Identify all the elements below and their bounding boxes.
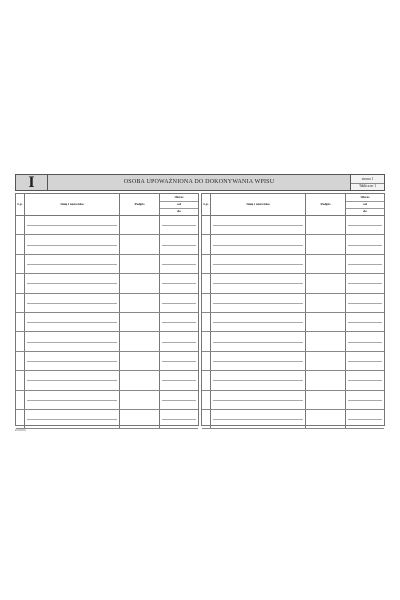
column-lp: Lp. — [202, 194, 211, 215]
table-row — [16, 410, 198, 429]
name-cell — [211, 332, 306, 350]
name-cell — [211, 313, 306, 331]
period-cell — [346, 216, 384, 234]
table-rows — [16, 216, 198, 429]
signature-cell — [306, 274, 346, 292]
lp-cell — [16, 371, 25, 389]
name-cell — [25, 216, 120, 234]
period-to-label: do — [363, 209, 367, 213]
period-cell — [346, 274, 384, 292]
period-cell — [346, 352, 384, 370]
period-cell — [160, 391, 198, 409]
table-row — [202, 216, 384, 235]
signature-cell — [306, 391, 346, 409]
footer-note: ES0000 — [15, 428, 26, 432]
period-cell — [160, 410, 198, 428]
column-name: Imię i nazwisko — [25, 194, 120, 215]
table-row — [202, 352, 384, 371]
name-cell — [211, 255, 306, 273]
signature-cell — [306, 352, 346, 370]
column-period — [346, 194, 384, 215]
table-row — [202, 274, 384, 293]
table-right — [201, 193, 385, 426]
table-row — [202, 410, 384, 429]
name-cell — [25, 235, 120, 253]
column-name: Imię i nazwisko — [211, 194, 306, 215]
period-cell — [160, 235, 198, 253]
signature-cell — [306, 332, 346, 350]
signature-cell — [120, 313, 160, 331]
period-cell — [160, 313, 198, 331]
table-left — [15, 193, 199, 426]
table-row — [16, 332, 198, 351]
period-cell — [160, 216, 198, 234]
lp-cell — [16, 313, 25, 331]
signature-cell — [306, 313, 346, 331]
lp-cell — [202, 235, 211, 253]
column-signature: Podpis — [120, 194, 160, 215]
column-signature: Podpis — [306, 194, 346, 215]
signature-cell — [120, 274, 160, 292]
page-number-label: strona 1 — [351, 176, 384, 184]
lp-cell — [202, 352, 211, 370]
lp-cell — [16, 332, 25, 350]
lp-cell — [202, 313, 211, 331]
table-row — [202, 391, 384, 410]
signature-cell — [120, 352, 160, 370]
table-row — [202, 255, 384, 274]
period-label: Okres — [160, 194, 198, 202]
name-cell — [25, 274, 120, 292]
name-cell — [211, 391, 306, 409]
signature-cell — [120, 294, 160, 312]
signature-cell — [120, 410, 160, 428]
period-cell — [346, 313, 384, 331]
table-row — [16, 255, 198, 274]
name-cell — [25, 313, 120, 331]
name-cell — [25, 332, 120, 350]
lp-cell — [16, 352, 25, 370]
table-row — [16, 352, 198, 371]
name-cell — [211, 235, 306, 253]
lp-cell — [16, 274, 25, 292]
table-row — [16, 313, 198, 332]
name-cell — [25, 410, 120, 428]
period-cell — [160, 332, 198, 350]
period-cell — [160, 274, 198, 292]
lp-cell — [16, 235, 25, 253]
period-cell — [160, 371, 198, 389]
signature-cell — [306, 216, 346, 234]
table-row — [202, 313, 384, 332]
period-cell — [346, 410, 384, 428]
name-cell — [211, 352, 306, 370]
column-lp: Lp. — [16, 194, 25, 215]
period-from-label: od — [346, 201, 384, 209]
period-from-label: od — [160, 201, 198, 209]
lp-cell — [16, 216, 25, 234]
signature-cell — [306, 371, 346, 389]
lp-cell — [16, 410, 25, 428]
signature-cell — [120, 255, 160, 273]
lp-cell — [202, 410, 211, 428]
lp-cell — [202, 274, 211, 292]
table-row — [16, 274, 198, 293]
name-cell — [211, 294, 306, 312]
table-row — [16, 294, 198, 313]
period-cell — [346, 255, 384, 273]
column-period — [160, 194, 198, 215]
section-number: I — [16, 175, 48, 190]
period-label: Okres — [346, 194, 384, 202]
period-cell — [346, 235, 384, 253]
signature-cell — [306, 294, 346, 312]
table-row — [16, 235, 198, 254]
period-cell — [160, 352, 198, 370]
name-cell — [25, 391, 120, 409]
period-cell — [346, 294, 384, 312]
period-cell — [346, 371, 384, 389]
period-cell — [160, 294, 198, 312]
name-cell — [25, 352, 120, 370]
table-row — [16, 216, 198, 235]
name-cell — [25, 294, 120, 312]
name-cell — [25, 255, 120, 273]
table-row — [202, 294, 384, 313]
table-number-label: Tablica nr 1 — [358, 184, 377, 188]
lp-cell — [16, 294, 25, 312]
form-header — [15, 174, 385, 191]
lp-cell — [202, 332, 211, 350]
lp-cell — [202, 216, 211, 234]
period-cell — [346, 391, 384, 409]
period-to-label: do — [177, 209, 181, 213]
name-cell — [211, 274, 306, 292]
signature-cell — [120, 235, 160, 253]
registry-form — [15, 174, 385, 426]
signature-cell — [306, 410, 346, 428]
table-row — [202, 371, 384, 390]
name-cell — [211, 371, 306, 389]
table-rows — [202, 216, 384, 429]
table-row — [202, 235, 384, 254]
name-cell — [211, 216, 306, 234]
lp-cell — [16, 391, 25, 409]
signature-cell — [120, 371, 160, 389]
table-row — [16, 371, 198, 390]
form-title: OSOBA UPOWAŻNIONA DO DOKONYWANIA WPISU — [123, 179, 275, 185]
name-cell — [211, 410, 306, 428]
name-cell — [25, 371, 120, 389]
period-cell — [346, 332, 384, 350]
lp-cell — [202, 371, 211, 389]
signature-cell — [120, 216, 160, 234]
lp-cell — [202, 255, 211, 273]
lp-cell — [16, 255, 25, 273]
signature-cell — [306, 235, 346, 253]
signature-cell — [120, 391, 160, 409]
table-row — [16, 391, 198, 410]
lp-cell — [202, 391, 211, 409]
signature-cell — [306, 255, 346, 273]
signature-cell — [120, 332, 160, 350]
period-cell — [160, 255, 198, 273]
lp-cell — [202, 294, 211, 312]
table-row — [202, 332, 384, 351]
page-info — [350, 175, 384, 190]
